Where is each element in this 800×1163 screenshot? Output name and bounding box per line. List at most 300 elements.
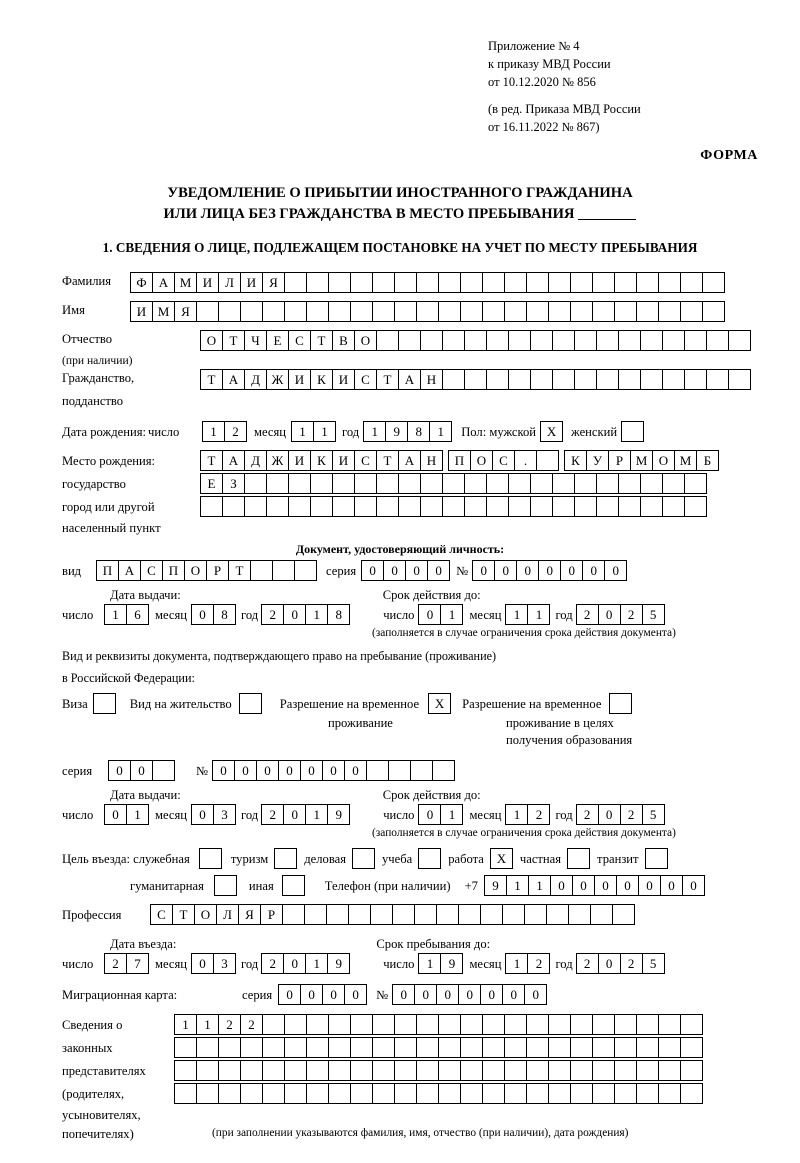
form-cell[interactable]: М <box>174 272 197 293</box>
form-cell[interactable]: 1 <box>104 604 127 625</box>
form-cell[interactable]: 0 <box>322 984 345 1005</box>
form-cell[interactable]: 0 <box>682 875 705 896</box>
form-cell[interactable]: 1 <box>291 421 314 442</box>
form-cell[interactable] <box>508 473 531 494</box>
form-cell[interactable]: 2 <box>218 1014 241 1035</box>
form-cell[interactable] <box>658 301 681 322</box>
form-cell[interactable] <box>394 1014 417 1035</box>
form-cell[interactable]: Т <box>310 330 333 351</box>
form-cell[interactable] <box>350 1083 373 1104</box>
form-cell[interactable]: П <box>162 560 185 581</box>
birthplace-line-2-input[interactable] <box>200 473 706 494</box>
form-cell[interactable] <box>394 301 417 322</box>
form-cell[interactable]: 1 <box>528 875 551 896</box>
entry-day-input[interactable] <box>104 953 148 974</box>
form-cell[interactable]: Т <box>200 369 223 390</box>
form-cell[interactable]: 2 <box>527 953 550 974</box>
form-cell[interactable] <box>530 496 553 517</box>
form-cell[interactable]: 5 <box>642 804 665 825</box>
form-cell[interactable] <box>240 1060 263 1081</box>
form-cell[interactable] <box>376 330 399 351</box>
form-cell[interactable] <box>680 272 703 293</box>
form-cell[interactable] <box>288 473 311 494</box>
form-cell[interactable] <box>662 330 685 351</box>
form-cell[interactable]: И <box>240 272 263 293</box>
form-cell[interactable]: О <box>652 450 675 471</box>
form-cell[interactable] <box>244 496 267 517</box>
form-cell[interactable]: 2 <box>576 604 599 625</box>
form-cell[interactable] <box>618 496 641 517</box>
form-cell[interactable] <box>174 1060 197 1081</box>
form-cell[interactable]: 1 <box>418 953 441 974</box>
form-cell[interactable]: 0 <box>472 560 495 581</box>
form-cell[interactable]: 0 <box>278 760 301 781</box>
form-cell[interactable]: 8 <box>407 421 430 442</box>
form-cell[interactable] <box>306 1083 329 1104</box>
form-cell[interactable] <box>350 1037 373 1058</box>
form-cell[interactable] <box>552 369 575 390</box>
temp-residence-checkbox[interactable]: X <box>428 693 451 714</box>
form-cell[interactable] <box>394 272 417 293</box>
form-cell[interactable] <box>526 1014 549 1035</box>
form-cell[interactable]: К <box>310 369 333 390</box>
form-cell[interactable] <box>416 1083 439 1104</box>
form-cell[interactable] <box>416 272 439 293</box>
form-cell[interactable] <box>372 1083 395 1104</box>
form-cell[interactable] <box>702 272 725 293</box>
form-cell[interactable]: 0 <box>191 804 214 825</box>
form-cell[interactable]: М <box>630 450 653 471</box>
form-cell[interactable] <box>222 496 245 517</box>
form-cell[interactable] <box>570 301 593 322</box>
form-cell[interactable] <box>284 272 307 293</box>
form-cell[interactable] <box>486 330 509 351</box>
form-cell[interactable] <box>388 760 411 781</box>
form-cell[interactable] <box>618 330 641 351</box>
form-cell[interactable] <box>306 1014 329 1035</box>
doc-kind-input[interactable] <box>96 560 316 581</box>
form-cell[interactable] <box>262 1014 285 1035</box>
form-cell[interactable] <box>662 369 685 390</box>
form-cell[interactable] <box>398 496 421 517</box>
form-cell[interactable] <box>240 1037 263 1058</box>
migration-number-input[interactable] <box>392 984 546 1005</box>
form-cell[interactable]: Т <box>172 904 195 925</box>
form-cell[interactable] <box>640 496 663 517</box>
form-cell[interactable] <box>442 330 465 351</box>
form-cell[interactable]: 0 <box>598 804 621 825</box>
form-cell[interactable]: 0 <box>283 953 306 974</box>
doc-issue-day-input[interactable] <box>104 604 148 625</box>
form-cell[interactable] <box>504 272 527 293</box>
form-cell[interactable] <box>332 473 355 494</box>
form-cell[interactable]: 2 <box>261 604 284 625</box>
form-cell[interactable]: 0 <box>604 560 627 581</box>
form-cell[interactable] <box>266 473 289 494</box>
form-cell[interactable] <box>288 496 311 517</box>
form-cell[interactable] <box>284 301 307 322</box>
form-cell[interactable] <box>640 330 663 351</box>
form-cell[interactable]: 1 <box>305 953 328 974</box>
form-cell[interactable] <box>592 272 615 293</box>
form-cell[interactable] <box>262 1037 285 1058</box>
form-cell[interactable] <box>574 330 597 351</box>
permit-valid-day-input[interactable] <box>418 804 462 825</box>
birth-day-input[interactable] <box>202 421 246 442</box>
form-cell[interactable] <box>464 369 487 390</box>
form-cell[interactable] <box>640 473 663 494</box>
form-cell[interactable] <box>596 473 619 494</box>
purpose-transit-checkbox[interactable] <box>645 848 668 869</box>
doc-issue-year-input[interactable] <box>261 604 349 625</box>
form-cell[interactable]: 2 <box>104 953 127 974</box>
form-cell[interactable] <box>574 369 597 390</box>
form-cell[interactable]: 1 <box>506 875 529 896</box>
form-cell[interactable]: 1 <box>126 804 149 825</box>
form-cell[interactable]: . <box>514 450 537 471</box>
form-cell[interactable]: 0 <box>480 984 503 1005</box>
form-cell[interactable] <box>416 1060 439 1081</box>
form-cell[interactable] <box>552 496 575 517</box>
form-cell[interactable]: 0 <box>256 760 279 781</box>
form-cell[interactable] <box>196 301 219 322</box>
form-cell[interactable]: 0 <box>436 984 459 1005</box>
form-cell[interactable] <box>460 272 483 293</box>
form-cell[interactable]: З <box>222 473 245 494</box>
form-cell[interactable] <box>570 1083 593 1104</box>
form-cell[interactable] <box>354 496 377 517</box>
form-cell[interactable]: 0 <box>191 604 214 625</box>
form-cell[interactable]: О <box>354 330 377 351</box>
form-cell[interactable]: 0 <box>458 984 481 1005</box>
form-cell[interactable] <box>552 330 575 351</box>
stay-month-input[interactable] <box>505 953 549 974</box>
form-cell[interactable] <box>596 496 619 517</box>
doc-series-input[interactable] <box>361 560 449 581</box>
form-cell[interactable] <box>372 301 395 322</box>
form-cell[interactable] <box>306 1037 329 1058</box>
form-cell[interactable] <box>218 301 241 322</box>
form-cell[interactable]: 2 <box>620 604 643 625</box>
form-cell[interactable]: 2 <box>224 421 247 442</box>
form-cell[interactable]: 0 <box>405 560 428 581</box>
form-cell[interactable] <box>640 369 663 390</box>
form-cell[interactable]: 1 <box>440 804 463 825</box>
form-cell[interactable] <box>680 1014 703 1035</box>
form-cell[interactable] <box>482 272 505 293</box>
form-cell[interactable] <box>706 369 729 390</box>
form-cell[interactable]: 1 <box>505 804 528 825</box>
form-cell[interactable] <box>304 904 327 925</box>
form-cell[interactable] <box>526 301 549 322</box>
form-cell[interactable] <box>328 1060 351 1081</box>
form-cell[interactable] <box>460 1037 483 1058</box>
form-cell[interactable] <box>504 1014 527 1035</box>
form-cell[interactable]: 0 <box>322 760 345 781</box>
form-cell[interactable] <box>658 1060 681 1081</box>
form-cell[interactable] <box>728 369 751 390</box>
form-cell[interactable]: 0 <box>550 875 573 896</box>
form-cell[interactable] <box>482 1014 505 1035</box>
form-cell[interactable] <box>482 301 505 322</box>
form-cell[interactable] <box>684 369 707 390</box>
form-cell[interactable]: 1 <box>363 421 386 442</box>
form-cell[interactable] <box>196 1037 219 1058</box>
form-cell[interactable] <box>328 301 351 322</box>
form-cell[interactable] <box>442 473 465 494</box>
form-cell[interactable] <box>196 1083 219 1104</box>
form-cell[interactable] <box>636 301 659 322</box>
form-cell[interactable]: 0 <box>108 760 131 781</box>
form-cell[interactable]: 0 <box>234 760 257 781</box>
form-cell[interactable]: Я <box>262 272 285 293</box>
form-cell[interactable] <box>480 904 503 925</box>
form-cell[interactable]: 1 <box>429 421 452 442</box>
form-cell[interactable] <box>486 496 509 517</box>
form-cell[interactable]: 0 <box>594 875 617 896</box>
form-cell[interactable] <box>680 1037 703 1058</box>
form-cell[interactable] <box>570 1037 593 1058</box>
form-cell[interactable] <box>618 369 641 390</box>
form-cell[interactable] <box>332 496 355 517</box>
form-cell[interactable] <box>526 1083 549 1104</box>
form-cell[interactable]: 9 <box>327 804 350 825</box>
form-cell[interactable]: О <box>470 450 493 471</box>
form-cell[interactable]: Р <box>260 904 283 925</box>
form-cell[interactable] <box>548 301 571 322</box>
form-cell[interactable] <box>366 760 389 781</box>
form-cell[interactable] <box>310 496 333 517</box>
form-cell[interactable] <box>458 904 481 925</box>
form-cell[interactable] <box>508 369 531 390</box>
form-cell[interactable] <box>530 330 553 351</box>
form-cell[interactable] <box>728 330 751 351</box>
form-cell[interactable]: 0 <box>427 560 450 581</box>
form-cell[interactable] <box>548 272 571 293</box>
form-cell[interactable]: 1 <box>527 604 550 625</box>
form-cell[interactable] <box>482 1083 505 1104</box>
form-cell[interactable]: Д <box>244 450 267 471</box>
form-cell[interactable] <box>592 1037 615 1058</box>
form-cell[interactable] <box>592 1014 615 1035</box>
form-cell[interactable] <box>266 496 289 517</box>
form-cell[interactable] <box>536 450 559 471</box>
form-cell[interactable] <box>416 301 439 322</box>
form-cell[interactable]: Т <box>376 450 399 471</box>
permit-valid-month-input[interactable] <box>505 804 549 825</box>
visa-checkbox[interactable] <box>93 693 116 714</box>
form-cell[interactable] <box>350 1014 373 1035</box>
form-cell[interactable]: 0 <box>300 760 323 781</box>
form-cell[interactable] <box>486 369 509 390</box>
form-cell[interactable] <box>524 904 547 925</box>
permit-issue-day-input[interactable] <box>104 804 148 825</box>
form-cell[interactable] <box>504 1037 527 1058</box>
form-cell[interactable] <box>200 496 223 517</box>
form-cell[interactable]: 5 <box>642 953 665 974</box>
form-cell[interactable] <box>658 1014 681 1035</box>
form-cell[interactable] <box>482 1037 505 1058</box>
form-cell[interactable] <box>548 1037 571 1058</box>
purpose-private-checkbox[interactable] <box>567 848 590 869</box>
form-cell[interactable] <box>328 272 351 293</box>
form-cell[interactable] <box>350 272 373 293</box>
form-cell[interactable] <box>350 1060 373 1081</box>
form-cell[interactable]: 0 <box>418 604 441 625</box>
form-cell[interactable] <box>328 1014 351 1035</box>
form-cell[interactable]: И <box>130 301 153 322</box>
doc-issue-month-input[interactable] <box>191 604 235 625</box>
legal-rep-line-2-input[interactable] <box>174 1037 702 1058</box>
form-cell[interactable] <box>284 1014 307 1035</box>
birth-month-input[interactable] <box>291 421 335 442</box>
citizenship-input[interactable] <box>200 369 750 390</box>
form-cell[interactable] <box>530 473 553 494</box>
form-cell[interactable]: Ч <box>244 330 267 351</box>
form-cell[interactable]: С <box>354 369 377 390</box>
form-cell[interactable]: 2 <box>576 953 599 974</box>
form-cell[interactable]: Д <box>244 369 267 390</box>
form-cell[interactable]: С <box>354 450 377 471</box>
form-cell[interactable] <box>372 1037 395 1058</box>
form-cell[interactable] <box>372 1060 395 1081</box>
stay-year-input[interactable] <box>576 953 664 974</box>
form-cell[interactable]: 0 <box>130 760 153 781</box>
form-cell[interactable]: 0 <box>278 984 301 1005</box>
form-cell[interactable]: 0 <box>283 804 306 825</box>
form-cell[interactable]: Р <box>206 560 229 581</box>
form-cell[interactable]: А <box>222 369 245 390</box>
form-cell[interactable]: 1 <box>440 604 463 625</box>
form-cell[interactable] <box>504 1060 527 1081</box>
form-cell[interactable] <box>574 496 597 517</box>
form-cell[interactable] <box>530 369 553 390</box>
permit-number-input[interactable] <box>212 760 454 781</box>
form-cell[interactable] <box>482 1060 505 1081</box>
form-cell[interactable]: 3 <box>213 804 236 825</box>
form-cell[interactable] <box>272 560 295 581</box>
form-cell[interactable] <box>438 1014 461 1035</box>
form-cell[interactable] <box>262 1083 285 1104</box>
form-cell[interactable] <box>262 301 285 322</box>
form-cell[interactable]: К <box>564 450 587 471</box>
form-cell[interactable] <box>702 301 725 322</box>
form-cell[interactable] <box>636 1014 659 1035</box>
form-cell[interactable] <box>636 1060 659 1081</box>
form-cell[interactable] <box>218 1060 241 1081</box>
form-cell[interactable]: 9 <box>440 953 463 974</box>
stay-day-input[interactable] <box>418 953 462 974</box>
form-cell[interactable]: 1 <box>202 421 225 442</box>
form-cell[interactable] <box>546 904 569 925</box>
form-cell[interactable] <box>460 301 483 322</box>
form-cell[interactable] <box>464 496 487 517</box>
form-cell[interactable] <box>438 1060 461 1081</box>
form-cell[interactable]: С <box>150 904 173 925</box>
form-cell[interactable] <box>398 473 421 494</box>
form-cell[interactable] <box>326 904 349 925</box>
form-cell[interactable]: 1 <box>196 1014 219 1035</box>
form-cell[interactable]: У <box>586 450 609 471</box>
form-cell[interactable] <box>662 473 685 494</box>
form-cell[interactable] <box>432 760 455 781</box>
form-cell[interactable] <box>262 1060 285 1081</box>
form-cell[interactable] <box>394 1083 417 1104</box>
form-cell[interactable]: К <box>310 450 333 471</box>
form-cell[interactable] <box>416 1014 439 1035</box>
form-cell[interactable] <box>508 496 531 517</box>
birth-year-input[interactable] <box>363 421 451 442</box>
form-cell[interactable]: А <box>152 272 175 293</box>
form-cell[interactable]: 0 <box>598 953 621 974</box>
legal-rep-line-3-input[interactable] <box>174 1060 702 1081</box>
doc-valid-year-input[interactable] <box>576 604 664 625</box>
form-cell[interactable] <box>460 1014 483 1035</box>
form-cell[interactable]: П <box>96 560 119 581</box>
form-cell[interactable] <box>614 1083 637 1104</box>
form-cell[interactable] <box>416 1037 439 1058</box>
form-cell[interactable] <box>502 904 525 925</box>
form-cell[interactable]: 0 <box>361 560 384 581</box>
form-cell[interactable] <box>504 1083 527 1104</box>
form-cell[interactable] <box>684 496 707 517</box>
form-cell[interactable] <box>310 473 333 494</box>
form-cell[interactable] <box>592 1083 615 1104</box>
form-cell[interactable] <box>328 1083 351 1104</box>
birthplace-line-3-input[interactable] <box>200 496 706 517</box>
form-cell[interactable]: Ф <box>130 272 153 293</box>
permit-issue-month-input[interactable] <box>191 804 235 825</box>
form-cell[interactable]: 1 <box>313 421 336 442</box>
form-cell[interactable]: 2 <box>261 804 284 825</box>
form-cell[interactable] <box>614 272 637 293</box>
form-cell[interactable] <box>392 904 415 925</box>
form-cell[interactable] <box>548 1014 571 1035</box>
form-cell[interactable] <box>240 301 263 322</box>
form-cell[interactable] <box>284 1037 307 1058</box>
form-cell[interactable] <box>394 1060 417 1081</box>
purpose-business-checkbox[interactable] <box>352 848 375 869</box>
form-cell[interactable] <box>526 1037 549 1058</box>
form-cell[interactable]: 0 <box>212 760 235 781</box>
form-cell[interactable] <box>460 1083 483 1104</box>
form-cell[interactable] <box>460 1060 483 1081</box>
form-cell[interactable]: Н <box>420 450 443 471</box>
form-cell[interactable] <box>306 301 329 322</box>
form-cell[interactable] <box>174 1083 197 1104</box>
doc-valid-day-input[interactable] <box>418 604 462 625</box>
purpose-tourism-checkbox[interactable] <box>274 848 297 869</box>
permit-valid-year-input[interactable] <box>576 804 664 825</box>
form-cell[interactable]: 0 <box>502 984 525 1005</box>
form-cell[interactable] <box>420 330 443 351</box>
form-cell[interactable]: С <box>140 560 163 581</box>
form-cell[interactable] <box>174 1037 197 1058</box>
form-cell[interactable] <box>354 473 377 494</box>
phone-input[interactable] <box>484 875 704 896</box>
purpose-other-checkbox[interactable] <box>282 875 305 896</box>
form-cell[interactable]: 0 <box>494 560 517 581</box>
form-cell[interactable]: 0 <box>392 984 415 1005</box>
form-cell[interactable]: 1 <box>505 604 528 625</box>
form-cell[interactable]: 0 <box>344 984 367 1005</box>
form-cell[interactable]: Я <box>238 904 261 925</box>
form-cell[interactable]: Е <box>200 473 223 494</box>
form-cell[interactable] <box>464 330 487 351</box>
form-cell[interactable]: И <box>288 450 311 471</box>
form-cell[interactable] <box>414 904 437 925</box>
form-cell[interactable]: 0 <box>582 560 605 581</box>
